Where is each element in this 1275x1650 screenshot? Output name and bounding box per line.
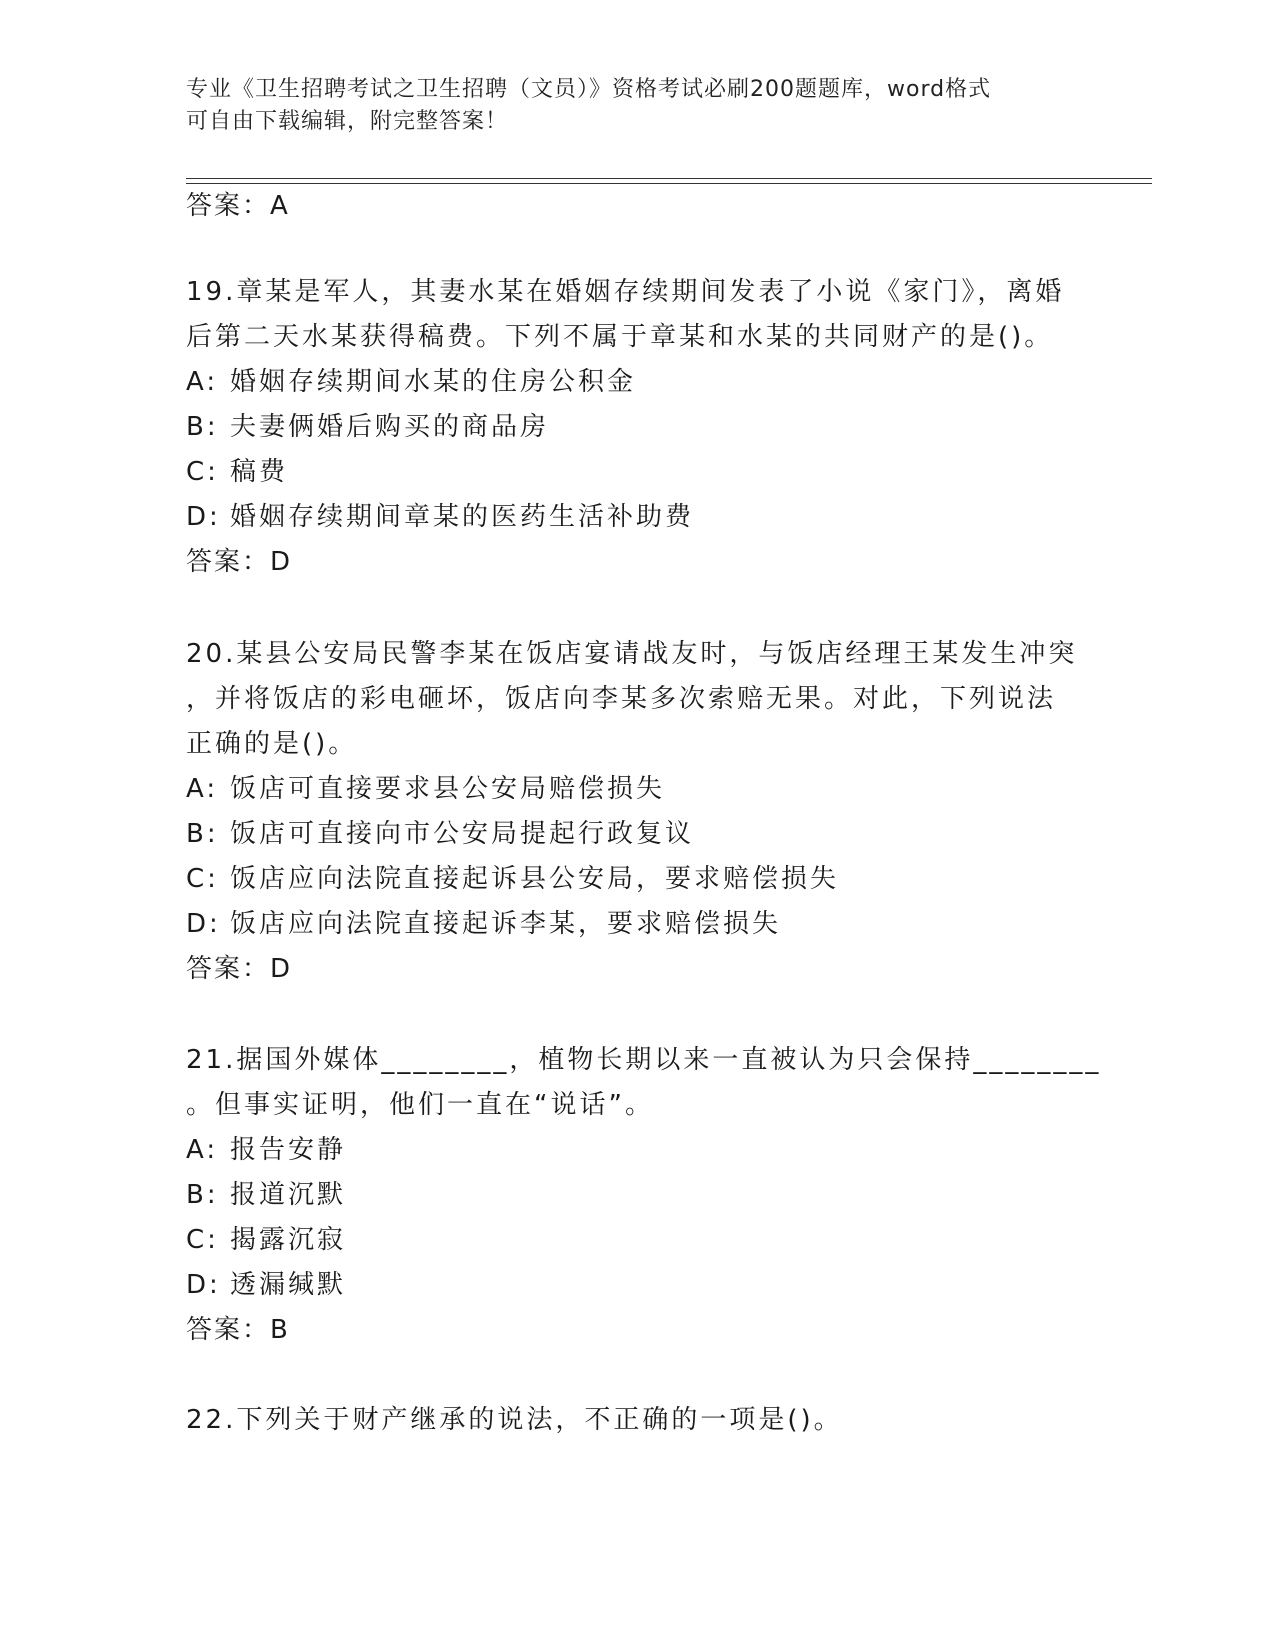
option-d [186,495,1086,540]
option-letter: B: [186,412,219,442]
question-text-line: 20.某县公安局民警李某在饭店宴请战友时，与饭店经理王某发生冲突 [186,639,1078,669]
option-letter: A: [186,1135,219,1165]
answer-block [186,184,1086,228]
question-text-line: 19.章某是军人，其妻水某在婚姻存续期间发表了小说《家门》，离婚 [186,277,1065,307]
option-letter: D: [186,1270,221,1300]
option-letter: C: [186,864,219,894]
header-rule-top [186,178,1152,179]
header-line-2: 可自由下载编辑，附完整答案！ [186,109,509,134]
question-text-line: ，并将饭店的彩电砸坏，饭店向李某多次索赔无果。对此，下列说法 [186,684,1057,714]
option-text: 饭店应向法院直接起诉县公安局，要求赔偿损失 [230,864,840,894]
option-letter: B: [186,819,219,849]
option-text: 稿费 [230,457,289,487]
option-letter: A: [186,367,219,397]
question-text-line: 正确的是()。 [186,729,358,759]
option-a [186,1128,1086,1173]
question-19 [186,270,1086,584]
option-letter: B: [186,1180,219,1210]
option-letter: C: [186,457,219,487]
option-a [186,767,1086,812]
option-letter: A: [186,774,219,804]
option-text: 揭露沉寂 [230,1225,347,1255]
answer-label: 答案：B [186,1315,290,1345]
option-text: 夫妻俩婚后购买的商品房 [230,412,550,442]
option-text: 透漏缄默 [230,1270,347,1300]
option-c [186,1218,1086,1263]
question-text-line: 22.下列关于财产继承的说法，不正确的一项是()。 [186,1405,843,1435]
question-text-line: 。但事实证明，他们一直在“说话”。 [186,1090,654,1120]
answer-label: 答案：D [186,547,293,577]
option-b [186,812,1086,857]
question-22 [186,1398,1086,1443]
option-c [186,450,1086,495]
option-text: 婚姻存续期间章某的医药生活补助费 [230,502,695,532]
option-c [186,857,1086,902]
option-letter: D: [186,502,221,532]
option-text: 报告安静 [230,1135,347,1165]
option-text: 饭店可直接向市公安局提起行政复议 [230,819,695,849]
option-text: 饭店可直接要求县公安局赔偿损失 [230,774,666,804]
option-text: 饭店应向法院直接起诉李某，要求赔偿损失 [230,909,782,939]
option-letter: D: [186,909,221,939]
question-21 [186,1038,1102,1352]
question-text-line: 21.据国外媒体________，植物长期以来一直被认为只会保持________ [186,1045,1102,1075]
option-d [186,1263,1086,1308]
option-letter: C: [186,1225,219,1255]
option-d [186,902,1086,947]
option-text: 婚姻存续期间水某的住房公积金 [230,367,637,397]
option-b [186,405,1086,450]
option-a [186,360,1086,405]
question-20 [186,632,1086,991]
option-b [186,1173,1086,1218]
question-text-line: 后第二天水某获得稿费。下列不属于章某和水某的共同财产的是()。 [186,322,1054,352]
header-line-1: 专业《卫生招聘考试之卫生招聘（文员）》资格考试必刷200题题库，word格式 [186,77,992,102]
answer-label: 答案：D [186,954,293,984]
option-text: 报道沉默 [230,1180,347,1210]
document-header [186,74,1066,138]
answer-label: 答案：A [186,191,290,221]
